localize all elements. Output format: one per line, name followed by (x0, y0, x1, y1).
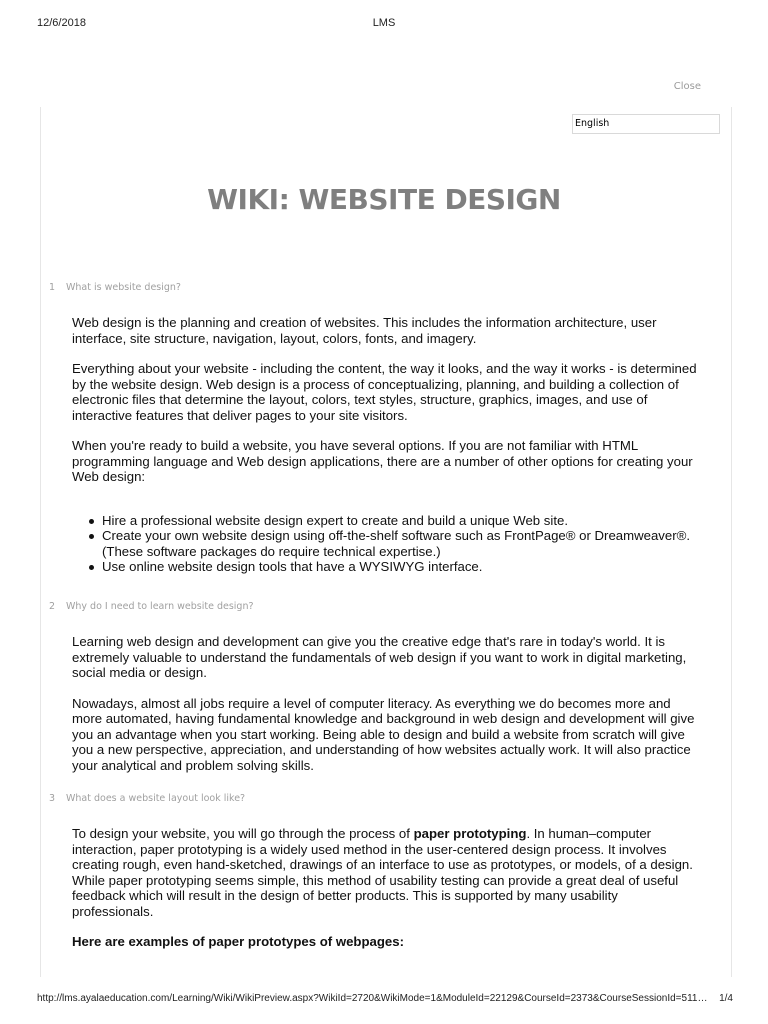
paragraph-text: . In human–computer interaction, paper prototyping is a widely used method in the user-centered design process. It involves creating rough, even hand-sketched, drawings of an interface to use as prototypes, or models, of a design. While paper prototyping seems simple, this method of usability testing can provide a great deal of useful feedback which will result in the design of better products. This is supported by many usability professionals. (72, 826, 693, 919)
print-page-number: 1/4 (719, 993, 733, 1004)
paragraph: Learning web design and development can give you the creative edge that's rare in today's world. It is extremely valuable to understand the fundamentals of web design if you want to work in digital marketing, social media or design. (72, 634, 687, 680)
close-button[interactable]: Close (673, 81, 701, 92)
section-number: 2 (49, 601, 56, 612)
section-heading-1[interactable] (49, 282, 181, 293)
paragraph: Nowadays, almost all jobs require a level of computer literacy. As everything we do becomes more and more automated, having fundamental knowledge and background in web design and development will give you an advantage when you start working. Being able to design and build a website from scratch will give you a new perspective, appreciation, and understanding of how websites actually work. It will also practice your analytical and problem solving skills. (72, 695, 695, 773)
page-title: WIKI: WEBSITE DESIGN (207, 183, 561, 216)
section-heading-text: What is website design? (66, 282, 181, 293)
paragraph-text: To design your website, you will go through the process of (72, 826, 414, 841)
paragraph: Web design is the planning and creation of websites. This includes the information architecture, user interface, site structure, navigation, layout, colors, fonts, and imagery. (72, 315, 657, 346)
section-heading-text: What does a website layout look like? (66, 793, 246, 804)
section-number: 1 (49, 282, 56, 293)
list-item: Create your own website design using off-the-shelf software such as FrontPage® or Dreamweaver®. (These software packages do require technical expertise.) (72, 528, 702, 559)
print-footer (0, 993, 768, 1009)
section-heading-3[interactable] (49, 793, 245, 804)
section-number: 3 (49, 793, 56, 804)
print-date: 12/6/2018 (37, 17, 86, 29)
print-url: http://lms.ayalaeducation.com/Learning/Wiki/WikiPreview.aspx?WikiId=2720&WikiMode=1&ModuleId=22129&CourseId=2373&CourseSessionId=511… (37, 993, 708, 1004)
paragraph (72, 826, 702, 919)
print-title: LMS (372, 17, 396, 29)
section-heading-text: Why do I need to learn website design? (66, 601, 254, 612)
content-frame-right-border (731, 107, 732, 977)
paper-prototyping-term: paper prototyping (413, 826, 527, 841)
list-item: Hire a professional website design expert to create and build a unique Web site. (72, 513, 702, 529)
list-item: Use online website design tools that have a WYSIWYG interface. (72, 559, 702, 575)
language-select[interactable]: English (572, 114, 720, 134)
paragraph: Everything about your website - including the content, the way it looks, and the way it works - is determined by the website design. Web design is a process of conceptualizing, planning, and building a collection of electronic files that determine the layout, colors, text styles, structure, graphics, images, and use of interactive features that deliver pages to your site visitors. (72, 361, 697, 423)
print-header (0, 17, 768, 33)
options-list (72, 513, 702, 575)
section-2-body (72, 634, 702, 773)
section-3-body (72, 826, 702, 950)
paragraph: When you're ready to build a website, you have several options. If you are not familiar with HTML programming language and Web design applications, there are a number of other options for creating your Web design: (72, 438, 693, 484)
content-frame-left-border (40, 107, 41, 977)
examples-heading: Here are examples of paper prototypes of webpages: (72, 934, 404, 949)
section-1-body (72, 315, 702, 575)
section-heading-2[interactable] (49, 601, 254, 612)
